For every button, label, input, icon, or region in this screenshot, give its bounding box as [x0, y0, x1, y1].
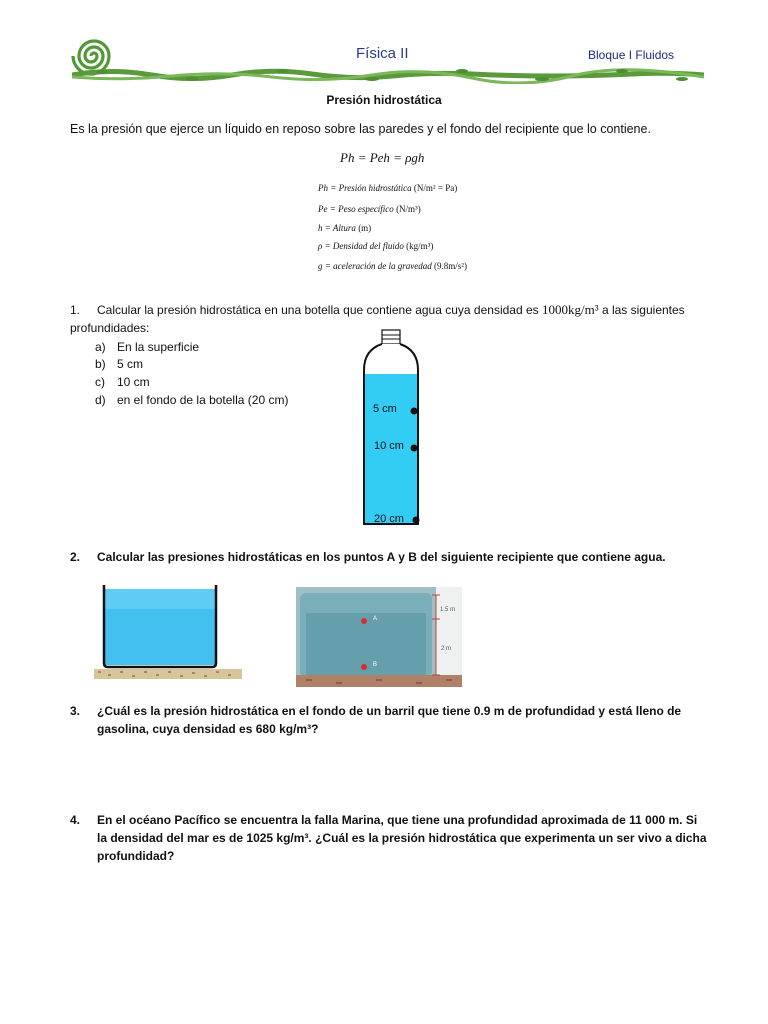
bottle-diagram: [360, 328, 424, 528]
q1-item: c) 10 cm: [95, 375, 150, 389]
legend-desc: Altura: [332, 223, 356, 233]
header-title: Física II: [356, 45, 409, 62]
header-block-label: Bloque I Fluidos: [588, 48, 675, 62]
intro-text: Es la presión que ejerce un líquido en reposo sobre las paredes y el fondo del recipiente que lo contiene.: [70, 122, 651, 136]
question-3: [70, 702, 710, 738]
legend-desc: Densidad del fluido: [332, 241, 404, 251]
question-number: 1.: [70, 303, 81, 317]
bottle-label-5cm: 5 cm: [373, 403, 397, 415]
legend-unit: (N/m² = Pa): [413, 183, 458, 193]
legend-desc: Presión hidrostática: [338, 183, 412, 193]
tank-photo: [296, 587, 462, 687]
legend-row: [318, 261, 467, 271]
q1-item: d) en el fondo de la botella (20 cm): [95, 393, 289, 407]
q1-item: a) En la superficie: [95, 340, 200, 354]
legend-unit: (9.8m/s²): [434, 261, 467, 271]
legend-row: [318, 241, 433, 251]
legend-row: [318, 183, 457, 193]
formula: Ph = Peh = ρgh: [340, 150, 425, 165]
tank-point-a: A: [373, 616, 378, 622]
density-value: 1000kg/m³: [541, 302, 599, 317]
legend-symbol: g =: [318, 261, 331, 271]
question-text: Calcular la presión hidrostática en una botella que contiene agua cuya densidad es: [97, 303, 539, 317]
legend-unit: (kg/m³): [406, 241, 434, 251]
question-number: 2.: [70, 550, 81, 564]
legend-symbol: Pe =: [318, 204, 336, 214]
legend-desc: Peso específico: [338, 204, 394, 214]
legend-symbol: h =: [318, 223, 331, 233]
question-text: ¿Cuál es la presión hidrostática en el fondo de un barril que tiene 0.9 m de profundidad y está lleno de gasolina, cuya densidad es 680 kg/m³?: [97, 704, 682, 736]
tank-dim-2: 2 m: [441, 646, 452, 652]
legend-unit: (N/m³): [396, 204, 421, 214]
question-number: 3.: [70, 704, 81, 718]
header-vine-divider: [72, 66, 704, 84]
legend-desc: aceleración de la gravedad: [333, 261, 432, 271]
question-2: [70, 548, 710, 566]
container-diagram: [94, 585, 242, 681]
legend-row: [318, 204, 421, 214]
bottle-label-20cm: 20 cm: [374, 513, 404, 525]
tank-point-b: B: [373, 662, 378, 668]
question-text-cont: a las siguientes profundidades:: [70, 303, 685, 335]
question-4: [70, 811, 710, 865]
q1-item: b) 5 cm: [95, 357, 144, 371]
legend-unit: (m): [358, 223, 372, 233]
question-text: En el océano Pacífico se encuentra la falla Marina, que tiene una profundidad aproximada de 11 000 m. Si la densidad del mar es de 1025 kg/m³. ¿Cuál es la presión hidrostática que experimenta un ser vivo a dicha profundidad?: [97, 813, 707, 863]
question-text: Calcular las presiones hidrostáticas en los puntos A y B del siguiente recipiente que contiene agua.: [97, 550, 666, 564]
legend-row: [318, 223, 371, 233]
bottle-label-10cm: 10 cm: [374, 440, 404, 452]
legend-symbol: Ph =: [318, 183, 337, 193]
question-number: 4.: [70, 813, 81, 827]
legend-symbol: ρ =: [318, 241, 331, 251]
section-title: Presión hidrostática: [326, 93, 442, 107]
tank-dim-1: 1.5 m: [440, 607, 456, 613]
